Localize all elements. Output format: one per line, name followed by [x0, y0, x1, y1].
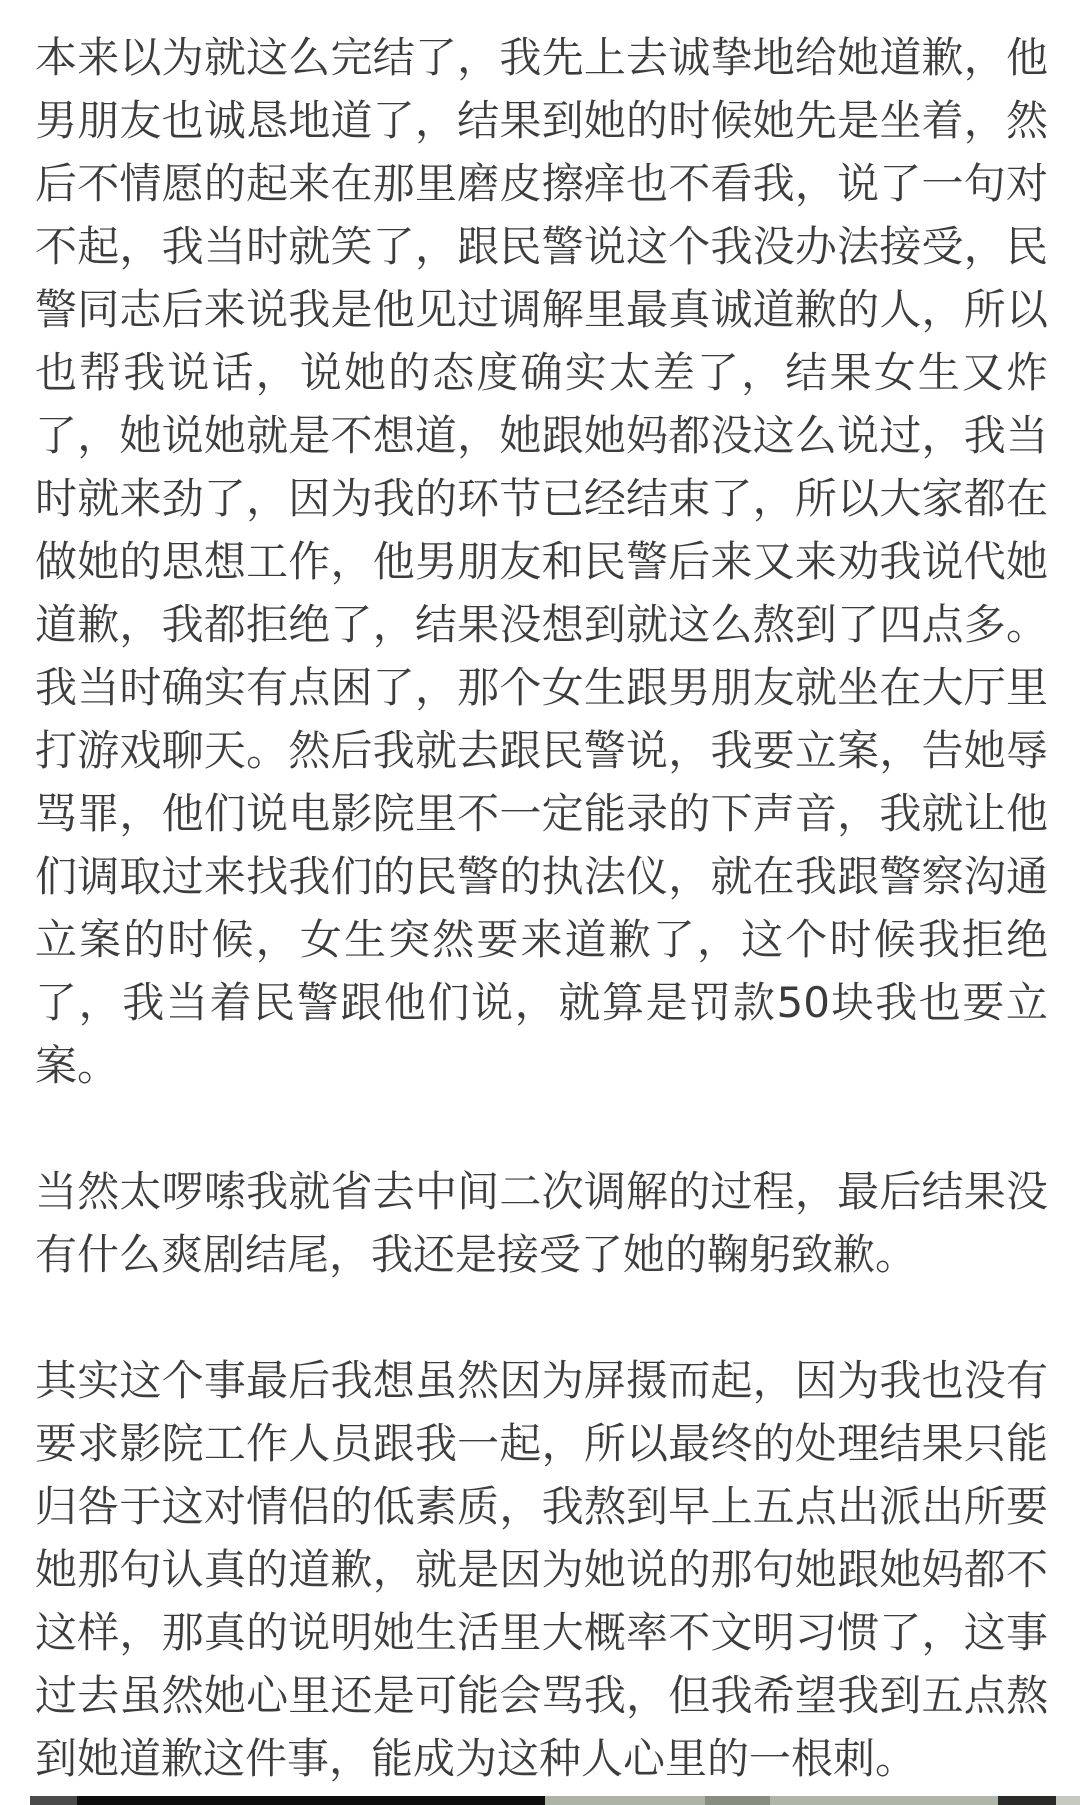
photo-strip-segment	[30, 1796, 77, 1805]
text-line: 时就来劲了，因为我的环节已经结束了，所以大家都在	[35, 474, 1048, 523]
text-line: 要求影院工作人员跟我一起，所以最终的处理结果只能	[35, 1419, 1048, 1468]
photo-strip-segment	[1056, 1796, 1080, 1805]
text-line: 到她道歉这件事，能成为这种人心里的一根刺。	[35, 1734, 918, 1783]
text-line: 后不情愿的起来在那里磨皮擦痒也不看我，说了一句对	[35, 159, 1048, 208]
photo-strip[interactable]	[0, 1796, 1080, 1805]
text-line: 我当时确实有点困了，那个女生跟男朋友就坐在大厅里	[35, 663, 1048, 712]
photo-strip-segment	[545, 1796, 705, 1805]
text-line: 打游戏聊天。然后我就去跟民警说，我要立案，告她辱	[35, 726, 1048, 775]
text-line: 道歉，我都拒绝了，结果没想到就这么熬到了四点多。	[35, 600, 1048, 649]
photo-strip-segment	[705, 1796, 770, 1805]
post-text	[35, 26, 1048, 1790]
photo-strip-segment	[0, 1796, 30, 1805]
text-line: 案。	[35, 1041, 120, 1090]
text-line: 归咎于这对情侣的低素质，我熬到早上五点出派出所要	[35, 1482, 1048, 1531]
text-line: 过去虽然她心里还是可能会骂我，但我希望我到五点熬	[35, 1671, 1048, 1720]
text-line: 她那句认真的道歉，就是因为她说的那句她跟她妈都不	[35, 1545, 1048, 1594]
text-line: 了，我当着民警跟他们说，就算是罚款50块我也要立	[35, 978, 1048, 1027]
text-line: 了，她说她就是不想道，她跟她妈都没这么说过，我当	[35, 411, 1048, 460]
text-line: 其实这个事最后我想虽然因为屏摄而起，因为我也没有	[35, 1356, 1048, 1405]
text-line: 当然太啰嗦我就省去中间二次调解的过程，最后结果没	[35, 1167, 1048, 1216]
text-line: 本来以为就这么完结了，我先上去诚挚地给她道歉，他	[35, 33, 1048, 82]
text-line: 骂罪，他们说电影院里不一定能录的下声音，我就让他	[35, 789, 1048, 838]
paragraph	[35, 1160, 1048, 1286]
text-line: 有什么爽剧结尾，我还是接受了她的鞠躬致歉。	[35, 1230, 918, 1279]
text-line: 警同志后来说我是他见过调解里最真诚道歉的人，所以	[35, 285, 1048, 334]
paragraph	[35, 1349, 1048, 1790]
text-line: 男朋友也诚恳地道了，结果到她的时候她先是坐着，然	[35, 96, 1048, 145]
photo-strip-segment	[77, 1796, 545, 1805]
text-line: 不起，我当时就笑了，跟民警说这个我没办法接受，民	[35, 222, 1048, 271]
paragraph	[35, 26, 1048, 1097]
photo-strip-segment	[998, 1796, 1056, 1805]
text-line: 做她的思想工作，他男朋友和民警后来又来劝我说代她	[35, 537, 1048, 586]
text-line: 也帮我说话，说她的态度确实太差了，结果女生又炸	[35, 348, 1048, 397]
text-line: 们调取过来找我们的民警的执法仪，就在我跟警察沟通	[35, 852, 1048, 901]
text-line: 这样，那真的说明她生活里大概率不文明习惯了，这事	[35, 1608, 1048, 1657]
text-line: 立案的时候，女生突然要来道歉了，这个时候我拒绝	[35, 915, 1048, 964]
photo-strip-segment	[770, 1796, 998, 1805]
